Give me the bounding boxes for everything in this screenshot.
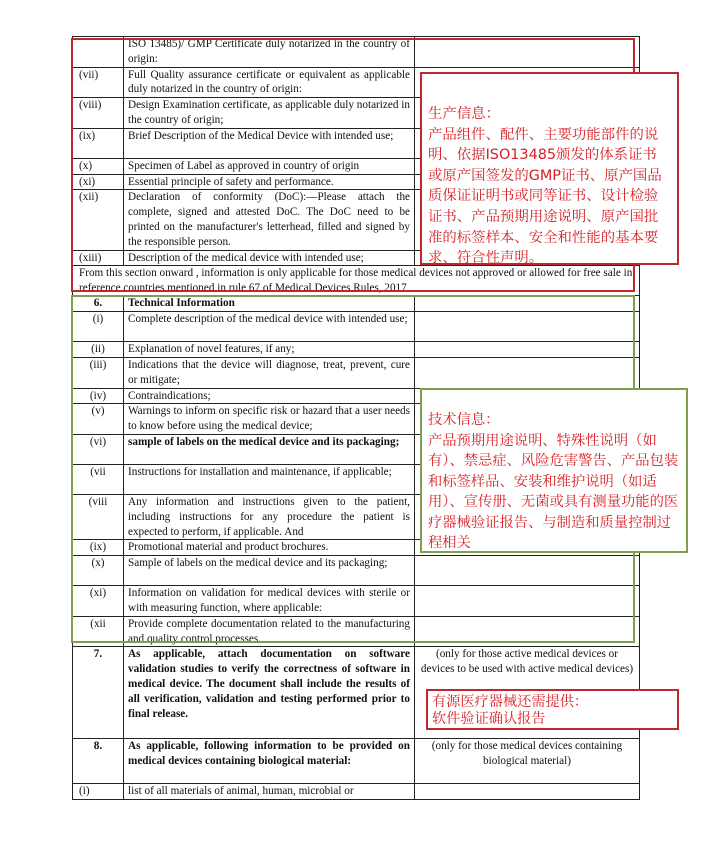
row-number: (vii) bbox=[73, 67, 124, 98]
row-description: Complete description of the medical device with intended use; bbox=[124, 312, 415, 342]
row-number: (x) bbox=[73, 158, 124, 174]
section-8-note: (only for those medical devices containing biological material) bbox=[415, 739, 640, 784]
row-remarks bbox=[415, 784, 640, 800]
row-description: Brief Description of the Medical Device with intended use; bbox=[124, 128, 415, 158]
row-description: Design Examination certificate, as applicable duly notarized in the country of origin; bbox=[124, 98, 415, 129]
row-description: Provide complete documentation related to the manufacturing and quality control processes. bbox=[124, 616, 415, 647]
row-number: (vi) bbox=[73, 434, 124, 464]
row-number: (x) bbox=[73, 556, 124, 586]
table-row bbox=[73, 784, 640, 800]
row-description: Essential principle of safety and performance. bbox=[124, 174, 415, 190]
active-device-callout bbox=[426, 689, 679, 730]
row-description: Instructions for installation and maintenance, if applicable; bbox=[124, 464, 415, 494]
section-8-number: 8. bbox=[73, 739, 124, 784]
row-number: (iii) bbox=[73, 357, 124, 388]
row-remarks bbox=[415, 616, 640, 647]
technical-info-callout bbox=[420, 388, 688, 553]
row-number: (ii) bbox=[73, 342, 124, 358]
row-number: (i) bbox=[73, 312, 124, 342]
table-row bbox=[73, 37, 640, 68]
row-remarks bbox=[415, 556, 640, 586]
section-6-header bbox=[73, 296, 640, 312]
row-number: (ix) bbox=[73, 128, 124, 158]
table-row bbox=[73, 312, 640, 342]
row-description: Any information and instructions given to the patient, including instructions for any procedure the patient is expected to perform, if applicable. And bbox=[124, 494, 415, 539]
row-number: (i) bbox=[73, 784, 124, 800]
section-note-text: From this section onward , information is only applicable for those medical devices not approved or allowed for free sale in reference countries mentioned in rule 67 of Medical Devices Rules, 2017 bbox=[79, 267, 633, 295]
section-7-text: As applicable, attach documentation on software validation studies to verify the correctness of software in medical device. The document shall include the results of all verification, validation and testing performed prior to final release. bbox=[124, 647, 415, 739]
row-description: Contraindications; bbox=[124, 388, 415, 404]
row-description: Indications that the device will diagnose, treat, prevent, cure or mitigate; bbox=[124, 357, 415, 388]
row-number: (vii bbox=[73, 464, 124, 494]
production-info-body: 产品组件、配件、主要功能部件的说明、依据ISO13485颁发的体系证书或原产国签发的GMP证书、原产国品质保证证明书或同等证书、设计检验证书、产品预期用途说明、原产国批准的标签样本、安全和性能的基本要求、符合性声明。 bbox=[428, 126, 662, 267]
section-8-text: As applicable, following information to be provided on medical devices containing biological material: bbox=[124, 739, 415, 784]
technical-info-body: 产品预期用途说明、特殊性说明（如有）、禁忌症、风险危害警告、产品包装和标签样品、安装和维护说明（如适用）、宣传册、无菌或具有测量功能的医疗器械验证报告、与制造和质量控制过程相关 bbox=[428, 432, 679, 551]
row-number: (iv) bbox=[73, 388, 124, 404]
row-description: Promotional material and product brochures. bbox=[124, 540, 415, 556]
row-description: Information on validation for medical devices with sterile or with measuring function, where applicable: bbox=[124, 586, 415, 617]
row-description: list of all materials of animal, human, microbial or bbox=[124, 784, 415, 800]
table-row bbox=[73, 357, 640, 388]
row-description: Declaration of conformity (DoC):—Please attach the complete, signed and attested DoC. The DoC need to be printed on the manufacturer's letterhead, filled and signed by the responsible person. bbox=[124, 190, 415, 250]
row-number: (ix) bbox=[73, 540, 124, 556]
table-row bbox=[73, 556, 640, 586]
row-remarks bbox=[415, 357, 640, 388]
table-row bbox=[73, 342, 640, 358]
section-7-number: 7. bbox=[73, 647, 124, 739]
row-description: Specimen of Label as approved in country of origin bbox=[124, 158, 415, 174]
row-number: (viii bbox=[73, 494, 124, 539]
row-remarks bbox=[415, 296, 640, 312]
active-device-line-1: 有源医疗器械还需提供： bbox=[432, 694, 589, 710]
row-description: Warnings to inform on specific risk or hazard that a user needs to know before using the medical device; bbox=[124, 404, 415, 435]
row-remarks bbox=[415, 37, 640, 68]
row-number: (xi) bbox=[73, 174, 124, 190]
table-row bbox=[73, 616, 640, 647]
production-info-callout bbox=[420, 72, 679, 265]
row-number: (xi) bbox=[73, 586, 124, 617]
section-6-title: Technical Information bbox=[124, 296, 415, 312]
section-note-row bbox=[73, 266, 640, 296]
row-description: Description of the medical device with intended use; bbox=[124, 250, 415, 266]
row-number: (xiii) bbox=[73, 250, 124, 266]
section-7-note: (only for those active medical devices or devices to be used with active medical devices) bbox=[415, 647, 640, 739]
production-info-title: 生产信息： bbox=[428, 106, 500, 122]
row-number bbox=[73, 37, 124, 68]
row-description: Sample of labels on the medical device and its packaging; bbox=[124, 556, 415, 586]
row-remarks bbox=[415, 312, 640, 342]
table-row bbox=[73, 586, 640, 617]
row-description: Full Quality assurance certificate or equivalent as applicable duly notarized in the country of origin: bbox=[124, 67, 415, 98]
section-8-row bbox=[73, 739, 640, 784]
section-note bbox=[73, 266, 640, 296]
row-number: (xii bbox=[73, 616, 124, 647]
row-remarks bbox=[415, 586, 640, 617]
row-description: Explanation of novel features, if any; bbox=[124, 342, 415, 358]
row-remarks bbox=[415, 342, 640, 358]
active-device-line-2: 软件验证确认报告 bbox=[432, 711, 546, 727]
technical-info-title: 技术信息： bbox=[428, 412, 500, 428]
row-description: sample of labels on the medical device and its packaging; bbox=[124, 434, 415, 464]
section-6-number: 6. bbox=[73, 296, 124, 312]
row-number: (v) bbox=[73, 404, 124, 435]
row-number: (viii) bbox=[73, 98, 124, 129]
row-number: (xii) bbox=[73, 190, 124, 250]
row-description: ISO 13485)/ GMP Certificate duly notarized in the country of origin: bbox=[124, 37, 415, 68]
